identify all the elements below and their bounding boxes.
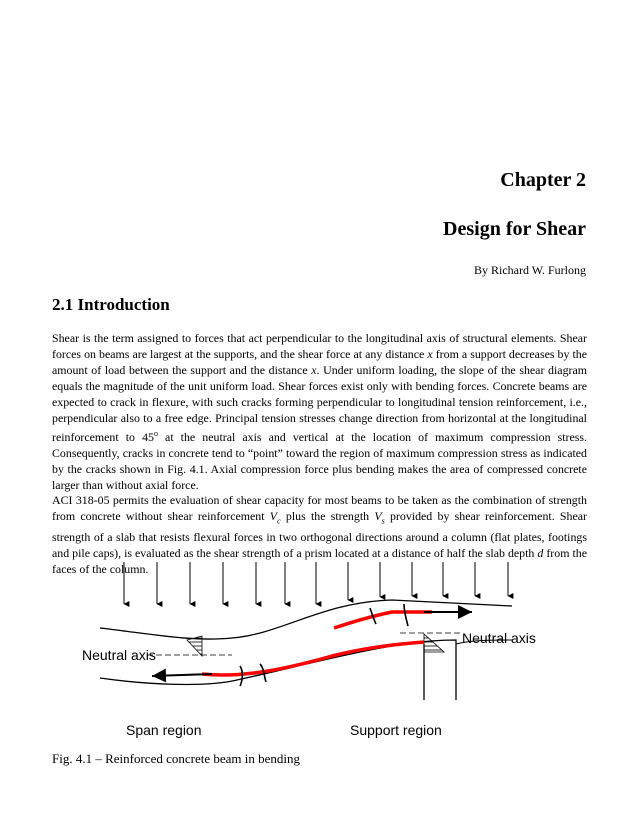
chapter-title: Design for Shear <box>443 218 586 240</box>
aci-paragraph: ACI 318-05 permits the evaluation of shear capacity for most beams to be taken as the combination of strength from concrete without shear reinforcement $V_c$ plus the strength $V_s$ provided by shear reinforcement. Shear strength of a slab that resists flexural forces in two orthogonal directions around a column (flat plates, footings and pile caps), is evaluated as the shear strength of a prism located at a distance of half the slab depth d from the faces of the column. <box>52 493 587 577</box>
intro-paragraph: Shear is the term assigned to forces that act perpendicular to the longitudinal axis of structural elements. Shear forces on beams are largest at the supports, and the shear force at any distance x from a support decreases by the amount of load between the support and the distance x. Under uniform loading, the slope of the shear diagram equals the magnitude of the unit uniform load. Shear forces exist only with bending forces. Concrete beams are expected to crack in flexure, with such cracks forming perpendicular to longitudinal tension reinforcement, i.e., perpendicular also to a free edge. Principal tension stresses change direction from horizontal at the longitudinal reinforcement to 45$^o$ at the neutral axis and vertical at the location of maximum compression stress. Consequently, cracks in concrete tend to “point” toward the region of maximum compression stress as indicated by the cracks shown in Fig. 4.1. Axial compression force plus bending makes the area of compressed concrete larger than without axial force. <box>52 331 587 492</box>
load-arrows <box>124 562 508 604</box>
chapter-number: Chapter 2 <box>500 169 586 191</box>
neutral-axis-label-left: Neutral axis <box>82 647 156 663</box>
compression-stress-block-left <box>187 636 202 656</box>
figure-caption: Fig. 4.1 – Reinforced concrete beam in bending <box>52 751 301 766</box>
span-region-label: Span region <box>126 722 202 738</box>
compression-stress-block-right <box>424 634 444 652</box>
top-rebar <box>334 612 432 628</box>
support-region-label: Support region <box>350 722 442 738</box>
section-heading: 2.1 Introduction <box>52 295 170 314</box>
bottom-rebar <box>202 642 424 675</box>
beam-bending-figure <box>52 560 592 745</box>
author-line: By Richard W. Furlong <box>473 263 586 277</box>
neutral-axis-label-right: Neutral axis <box>462 630 536 646</box>
crack-mark <box>404 604 408 626</box>
